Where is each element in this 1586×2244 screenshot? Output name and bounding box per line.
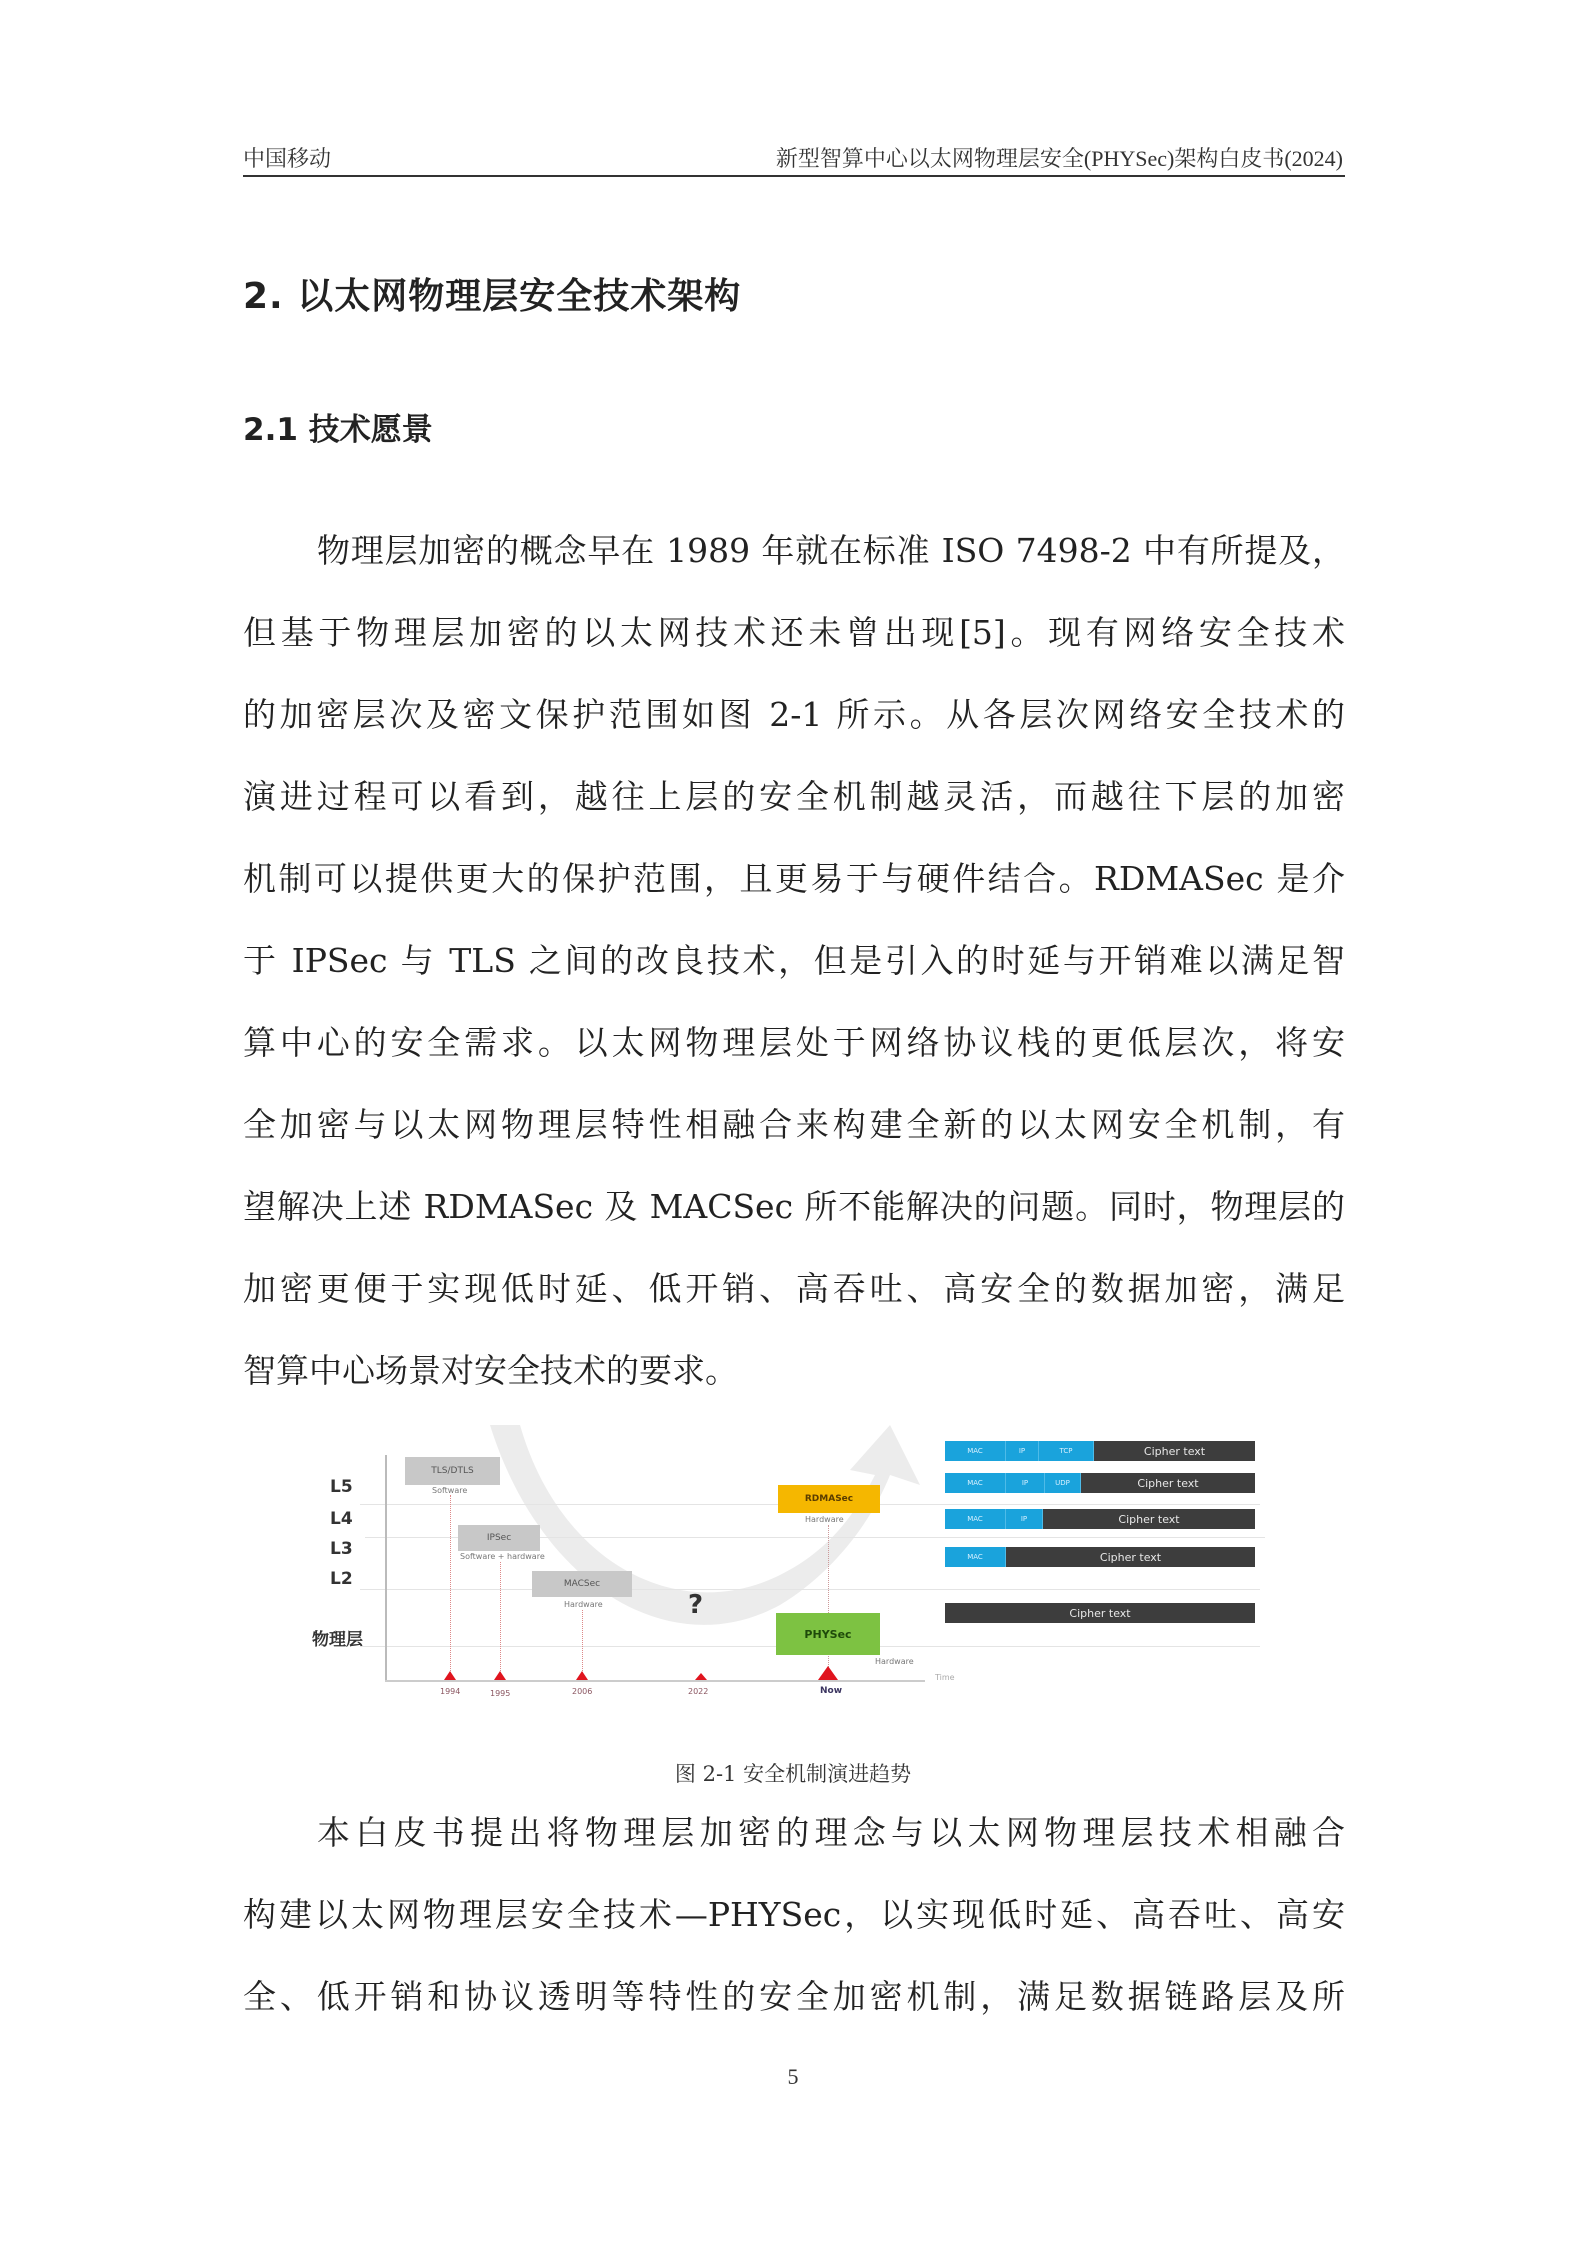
timeline-dotted	[582, 1610, 583, 1675]
header-rule	[243, 175, 1345, 177]
x-axis	[385, 1680, 925, 1682]
packet-ip: MAC IP Cipher text	[945, 1509, 1255, 1529]
paragraph-line: 智算中心场景对安全技术的要求。	[243, 1351, 738, 1390]
mechanism-tls: TLS/DTLS	[405, 1457, 500, 1485]
curved-arrow-icon	[450, 1415, 970, 1715]
y-label-l4: L4	[330, 1509, 353, 1529]
paragraph-line: 加密更便于实现低时延、低开销、高吞吐、高安全的数据加密，满足	[243, 1269, 1345, 1308]
milestone-marker-icon	[695, 1673, 707, 1680]
mechanism-rdmasec: RDMASec	[778, 1485, 880, 1513]
milestone-marker-icon	[576, 1671, 588, 1680]
mechanism-ipsec: IPSec	[458, 1525, 540, 1551]
paragraph-line: 构建以太网物理层安全技术—PHYSec，以实现低时延、高吞吐、高安	[243, 1895, 1345, 1934]
y-label-l2: L2	[330, 1569, 353, 1589]
packet-tcp: MAC IP TCP Cipher text	[945, 1441, 1255, 1461]
paragraph-line: 望解决上述 RDMASec 及 MACSec 所不能解决的问题。同时，物理层的	[243, 1187, 1345, 1226]
paragraph-line: 但基于物理层加密的以太网技术还未曾出现[5]。现有网络安全技术	[243, 613, 1345, 652]
paragraph-line: 物理层加密的概念早在 1989 年就在标准 ISO 7498-2 中有所提及，	[317, 531, 1345, 570]
milestone-marker-icon	[494, 1671, 506, 1680]
year-label: Now	[820, 1686, 843, 1696]
figure-security-evolution	[300, 1425, 1300, 1715]
packet-mac: MAC Cipher text	[945, 1547, 1255, 1567]
year-label: 1994	[440, 1687, 461, 1696]
header-doc-title: 新型智算中心以太网物理层安全(PHYSec)架构白皮书(2024)	[775, 146, 1343, 171]
y-label-physical: 物理层	[312, 1630, 363, 1650]
paragraph-line: 的加密层次及密文保护范围如图 2-1 所示。从各层次网络安全技术的	[243, 695, 1345, 734]
paragraph-line: 演进过程可以看到，越往上层的安全机制越灵活，而越往下层的加密	[243, 777, 1345, 816]
milestone-marker-icon	[444, 1671, 456, 1680]
milestone-marker-icon	[818, 1666, 838, 1680]
mechanism-physec: PHYSec	[776, 1613, 880, 1655]
y-label-l3: L3	[330, 1539, 353, 1559]
paragraph-line: 于 IPSec 与 TLS 之间的改良技术，但是引入的时延与开销难以满足智	[243, 941, 1345, 980]
question-mark: ?	[688, 1590, 704, 1620]
paragraph-line: 全加密与以太网物理层特性相融合来构建全新的以太网安全机制，有	[243, 1105, 1345, 1144]
mechanism-impl: Software + hardware	[460, 1552, 545, 1561]
paragraph-line: 本白皮书提出将物理层加密的理念与以太网物理层技术相融合	[317, 1813, 1345, 1852]
subsection-title: 2.1 技术愿景	[243, 412, 433, 448]
section-title: 2. 以太网物理层安全技术架构	[243, 276, 742, 317]
mechanism-macsec: MACSec	[532, 1571, 632, 1597]
page-number: 5	[787, 2064, 799, 2089]
paragraph-line: 机制可以提供更大的保护范围，且更易于与硬件结合。RDMASec 是介	[243, 859, 1345, 898]
paragraph-line: 算中心的安全需求。以太网物理层处于网络协议栈的更低层次，将安	[243, 1023, 1345, 1062]
paragraph-1	[243, 510, 1345, 1412]
year-label: 1995	[490, 1689, 511, 1698]
grid-line	[360, 1589, 1260, 1590]
figure-caption: 图 2-1 安全机制演进趋势	[674, 1762, 912, 1786]
packet-physical: Cipher text	[945, 1603, 1255, 1623]
timeline-dotted	[500, 1562, 501, 1675]
time-label: Time	[935, 1673, 955, 1682]
y-label-l5: L5	[330, 1477, 353, 1497]
timeline-dotted	[450, 1495, 451, 1675]
y-axis	[385, 1455, 387, 1680]
paragraph-line: 全、低开销和协议透明等特性的安全加密机制，满足数据链路层及所	[243, 1977, 1345, 2016]
year-label: 2006	[572, 1687, 593, 1696]
packet-udp: MAC IP UDP Cipher text	[945, 1473, 1255, 1493]
paragraph-2	[243, 1792, 1345, 2038]
mechanism-impl: Software	[432, 1486, 468, 1495]
year-label: 2022	[688, 1687, 709, 1696]
header-org: 中国移动	[243, 146, 332, 171]
mechanism-impl: Hardware	[875, 1657, 914, 1666]
mechanism-impl: Hardware	[564, 1600, 603, 1609]
mechanism-impl: Hardware	[805, 1515, 844, 1524]
